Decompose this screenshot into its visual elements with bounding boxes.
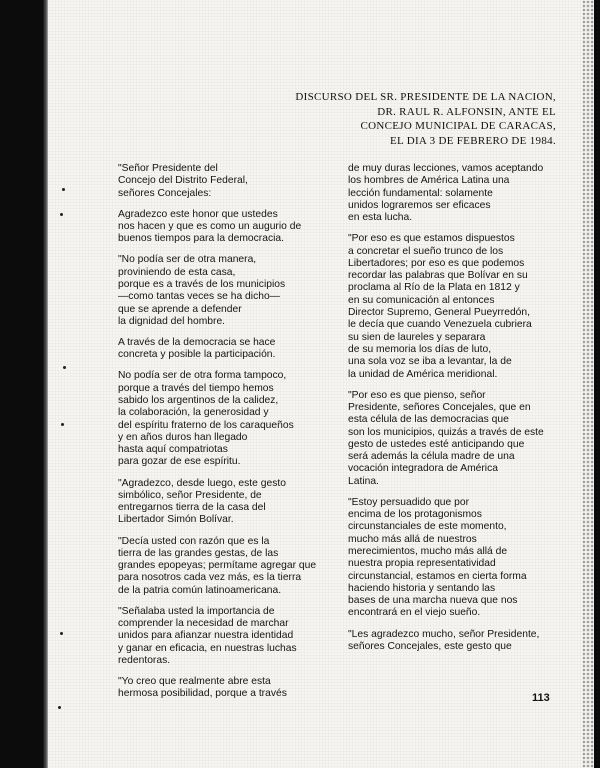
text-line: unidos para afianzar nuestra identidad xyxy=(118,630,294,642)
text-line: proclama al Río de la Plata en 1812 y xyxy=(348,282,520,294)
margin-speck xyxy=(61,423,64,426)
text-line: en esta lucha. xyxy=(348,212,413,224)
text-line: Agradezco este honor que ustedes xyxy=(118,208,278,220)
text-line: la unidad de América meridional. xyxy=(348,368,498,380)
text-line: para nosotros cada vez más, es la tierra xyxy=(118,572,302,584)
text-line: "Les agradezco mucho, señor Presidente, xyxy=(348,628,540,640)
text-line: señores Concejales, este gesto que xyxy=(348,640,512,652)
text-line: Libertadores; por eso es que podemos xyxy=(348,257,525,269)
paragraph xyxy=(348,163,563,224)
paragraph xyxy=(118,163,333,200)
text-line: lección fundamental: solamente xyxy=(348,187,493,199)
text-line: simbólico, señor Presidente, de xyxy=(118,489,262,501)
text-line: nuestra propia representatividad xyxy=(348,558,496,570)
speech-heading xyxy=(256,90,556,148)
text-line: "Decía usted con razón que es la xyxy=(118,535,270,547)
text-line: proviniendo de esta casa, xyxy=(118,266,236,278)
text-line: porque es a través de los municipios xyxy=(118,278,286,290)
page-right-edge xyxy=(582,0,600,768)
text-line: redentoras. xyxy=(118,654,171,666)
text-line: una sola voz se iba a levantar, la de xyxy=(348,356,512,368)
right-column xyxy=(348,163,563,662)
page-number: 113 xyxy=(532,692,550,704)
heading-line: EL DIA 3 DE FEBRERO DE 1984. xyxy=(390,134,556,147)
text-line: haciendo historia y sentando las xyxy=(348,582,496,594)
text-line: encontrará en el viejo sueño. xyxy=(348,607,481,619)
text-line: a concretar el sueño trunco de los xyxy=(348,245,504,257)
paragraph xyxy=(118,536,333,597)
text-line: Presidente, señores Concejales, que en xyxy=(348,401,531,413)
text-line: gesto de ustedes esté anticipando que xyxy=(348,438,525,450)
text-line: comprender la necesidad de marchar xyxy=(118,618,289,630)
text-line: son los municipios, quizás a través de este xyxy=(348,426,544,438)
text-line: No podía ser de otra forma tampoco, xyxy=(118,370,287,382)
text-line: "Señor Presidente del xyxy=(118,163,218,174)
text-line: le decía que cuando Venezuela cubriera xyxy=(348,319,532,331)
text-line: será además la célula madre de una xyxy=(348,451,515,463)
paragraph xyxy=(118,606,333,667)
text-line: grandes epopeyas; permítame agregar que xyxy=(118,560,317,572)
paragraph xyxy=(348,629,563,654)
text-line: "Por eso es que pienso, señor xyxy=(348,389,486,401)
text-line: hasta aquí compatriotas xyxy=(118,444,228,456)
margin-speck xyxy=(63,366,66,369)
text-line: "Yo creo que realmente abre esta xyxy=(118,676,271,688)
text-line: Concejo del Distrito Federal, xyxy=(118,175,248,187)
text-line: esta célula de las democracias que xyxy=(348,414,509,426)
text-line: "Estoy persuadido que por xyxy=(348,496,470,508)
text-line: de muy duras lecciones, vamos aceptando xyxy=(348,163,544,174)
text-line: que se aprende a defender xyxy=(118,303,242,315)
text-line: bases de una marcha nueva que nos xyxy=(348,595,518,607)
heading-line: DISCURSO DEL SR. PRESIDENTE DE LA NACION, xyxy=(295,91,556,103)
paragraph xyxy=(118,676,333,701)
margin-speck xyxy=(60,213,63,216)
paragraph xyxy=(348,390,563,488)
paragraph xyxy=(348,497,563,620)
heading-line: DR. RAUL R. ALFONSIN, ANTE EL xyxy=(377,105,556,118)
paragraph xyxy=(348,233,563,381)
text-line: mucho más allá de nuestros xyxy=(348,533,477,545)
text-line: Director Supremo, General Pueyrredón, xyxy=(348,307,530,319)
text-line: merecimientos, mucho más allá de xyxy=(348,546,508,557)
paragraph xyxy=(118,254,333,328)
text-line: encima de los protagonismos xyxy=(348,509,482,521)
paragraph xyxy=(118,370,333,468)
text-line: "No podía ser de otra manera, xyxy=(118,254,257,266)
text-line: del espíritu fraterno de los caraqueños xyxy=(118,419,294,431)
text-line: unidos lograremos ser eficaces xyxy=(348,199,491,211)
margin-speck xyxy=(60,632,63,635)
text-line: "Por eso es que estamos dispuestos xyxy=(348,233,515,245)
text-line: circunstanciales de este momento, xyxy=(348,521,507,533)
text-line: sabido los argentinos de la calidez, xyxy=(118,394,279,406)
margin-speck xyxy=(62,188,65,191)
text-line: en su comunicación al entonces xyxy=(348,294,495,306)
text-line: de su memoria los días de luto, xyxy=(348,343,492,355)
margin-speck xyxy=(58,706,61,709)
text-line: la dignidad del hombre. xyxy=(118,315,226,327)
paragraph xyxy=(118,337,333,362)
text-line: recordar las palabras que Bolívar en su xyxy=(348,270,528,282)
text-line: los hombres de América Latina una xyxy=(348,175,510,187)
text-line: "Señalaba usted la importancia de xyxy=(118,605,275,617)
text-line: y en años duros han llegado xyxy=(118,431,248,443)
text-line: Libertador Simón Bolívar. xyxy=(118,514,234,526)
paragraph xyxy=(118,209,333,246)
text-line: su sien de laureles y separara xyxy=(348,331,486,343)
text-line: vocación integradora de América xyxy=(348,463,498,475)
text-line: y ganar en eficacia, en nuestras luchas xyxy=(118,642,297,654)
text-line: circunstancial, estamos en cierta forma xyxy=(348,570,527,582)
text-line: señores Concejales: xyxy=(118,187,212,199)
text-line: Latina. xyxy=(348,475,379,487)
text-line: la colaboración, la generosidad y xyxy=(118,407,269,419)
text-line: entregarnos tierra de la casa del xyxy=(118,502,266,514)
paragraph xyxy=(118,478,333,527)
text-line: hermosa posibilidad, porque a través xyxy=(118,688,287,700)
text-line: tierra de las grandes gestas, de las xyxy=(118,547,279,559)
text-line: —como tantas veces se ha dicho— xyxy=(118,291,280,303)
text-line: para gozar de ese espíritu. xyxy=(118,456,241,468)
text-line: A través de la democracia se hace xyxy=(118,336,276,348)
heading-line: CONCEJO MUNICIPAL DE CARACAS, xyxy=(360,120,556,132)
text-line: porque a través del tiempo hemos xyxy=(118,382,274,394)
text-line: de la patria común latinoamericana. xyxy=(118,584,282,596)
text-line: concreta y posible la participación. xyxy=(118,349,276,361)
text-line: nos hacen y que es como un augurio de xyxy=(118,220,302,232)
left-column xyxy=(118,163,333,709)
text-line: buenos tiempos para la democracia. xyxy=(118,233,284,245)
text-line: "Agradezco, desde luego, este gesto xyxy=(118,477,286,489)
